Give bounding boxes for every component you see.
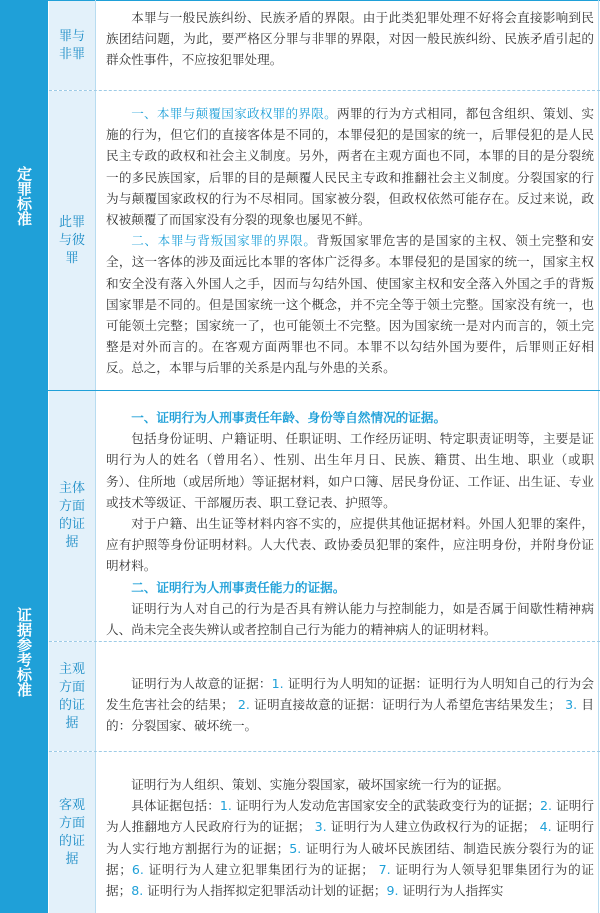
section-body-keguan bbox=[96, 768, 600, 913]
section-label-keguan bbox=[49, 752, 95, 913]
keguan-item-text: 证明行为人建立犯罪集团行为的证据； bbox=[148, 861, 374, 877]
zhuti-paragraph-2: 对于户籍、出生证等材料内容不实的，应提供其他证据材料。外国人犯罪的案件，应有护照等身份证明材料。人大代表、政协委员犯罪的案件，应注明身份，并附身份证明材料。 bbox=[106, 516, 594, 574]
section-label-zuiyufeizui-text: 罪与非罪 bbox=[58, 28, 85, 62]
cizuiyubizui-heading-2: 二、本罪与背叛国家罪的界限。 bbox=[131, 233, 317, 249]
cizuiyubizui-heading-1: 一、本罪与颠覆国家政权罪的界限。 bbox=[131, 106, 338, 121]
zhuti-paragraph-3: 证明行为人对自己的行为是否具有辨认能力与控制能力，如是否属于间歇性精神病人、尚未完全丧失辨认或者控制自己行为能力的精神病人的证明材料。 bbox=[106, 600, 594, 638]
category-zhengju bbox=[0, 391, 48, 913]
keguan-item-number: 3. bbox=[314, 819, 327, 835]
keguan-item-text: 证明行为人领导犯罪集团行为的证据； bbox=[106, 861, 594, 899]
keguan-item-number: 9. bbox=[386, 883, 399, 899]
section-body-zhuguan bbox=[96, 667, 600, 749]
keguan-item-text: 证明行为人发动危害国家安全的武装政变行为的证据； bbox=[235, 798, 540, 814]
keguan-lead: 具体证据包括： bbox=[131, 798, 220, 814]
zhuguan-item-text: 目的：分裂国家、破坏统一。 bbox=[106, 697, 594, 734]
section-label-zhuguan-text: 主观方面的证据 bbox=[58, 661, 85, 731]
cizuiyubizui-text-2: 背叛国家罪危害的是国家的主权、领土完整和安全，这一客体的涉及面远比本罪的客体广泛得多。本罪侵犯的是国家的统一，国家主权和安全没有落入外国人之手，因而与勾结外国、使国家主权和安全落入外国之手的背叛国家罪是不同的。但是国家统一这个概念，并不完全等于领土完整。国家没有统一，也可能领土完整；国家统一了，也可能领土不完整。因为国家统一是对内而言的，领土完整是对外而言的。在客观方面两罪也不同。本罪不以勾结外国为要件，后罪则正好相反。总之，本罪与后罪的关系是内乱与外患的关系。 bbox=[106, 233, 595, 376]
category-dingzui-label: 定罪标准 bbox=[15, 165, 33, 226]
keguan-paragraph-1: 证明行为人组织、策划、实施分裂国家，破坏国家统一行为的证据。 bbox=[131, 777, 509, 792]
zhuguan-paragraph bbox=[106, 673, 594, 737]
row-divider bbox=[49, 751, 600, 752]
row-divider bbox=[49, 90, 600, 91]
keguan-item-text: 证明行为人推翻地方人民政府行为的证据； bbox=[106, 798, 594, 835]
keguan-item-text: 证明行为人建立伪政权行为的证据； bbox=[330, 819, 536, 835]
section-label-zhuguan bbox=[49, 642, 95, 751]
zhuguan-item-text: 证明直接故意的证据：证明行为人希望危害结果发生； bbox=[254, 697, 561, 713]
keguan-item-text: 证明行为人破坏民族团结、制造民族分裂行为的证据； bbox=[106, 840, 595, 877]
zhuti-heading-1: 一、证明行为人刑事责任年龄、身份等自然情况的证据。 bbox=[131, 410, 447, 425]
cizuiyubizui-paragraph-1 bbox=[106, 103, 594, 230]
keguan-item-number: 1. bbox=[219, 798, 232, 814]
section-label-zuiyufeizui bbox=[49, 1, 95, 90]
zhuguan-item-text: 证明行为人明知的证据：证明行为人明知自己的行为会发生危害社会的结果； bbox=[106, 676, 595, 713]
keguan-item-text: 证明行为人指挥实 bbox=[402, 883, 504, 899]
keguan-item-number: 8. bbox=[131, 883, 144, 899]
section-body-zuiyufeizui bbox=[96, 1, 600, 90]
keguan-item-text: 证明行为人实行地方割据行为的证据； bbox=[106, 819, 594, 856]
zhuguan-lead: 证明行为人故意的证据： bbox=[131, 676, 272, 691]
zhuti-paragraph-1: 包括身份证明、户籍证明、任职证明、工作经历证明、特定职责证明等，主要是证明行为人的姓名（曾用名）、性别、出生年月日、民族、籍贯、出生地、职业（或职务）、住所地（或居所地）等证据材料，如户口簿、居民身份证、工作证、出生证、专业或技术等级证、干部履历表、职工登记表、护照等。 bbox=[106, 431, 594, 510]
category-dingzui bbox=[0, 1, 48, 390]
section-label-cizuiyubizui bbox=[49, 91, 95, 390]
zhuti-heading-2: 二、证明行为人刑事责任能力的证据。 bbox=[131, 579, 346, 595]
section-label-zhuti bbox=[49, 391, 95, 641]
keguan-item-number: 5. bbox=[289, 840, 302, 856]
keguan-item-text: 证明行为人指挥拟定犯罪活动计划的证据； bbox=[147, 883, 387, 899]
keguan-item-number: 6. bbox=[131, 861, 144, 877]
cizuiyubizui-paragraph-2 bbox=[106, 230, 594, 378]
zuiyufeizui-paragraph: 本罪与一般民族纠纷、民族矛盾的界限。由于此类犯罪处理不好将会直接影响到民族团结问题，为此，要严格区分罪与非罪的界限，对因一般民族纠纷、民族矛盾引起的群众性事件，不应按犯罪处理。 bbox=[106, 10, 594, 68]
section-label-zhuti-text: 主体方面的证据 bbox=[58, 481, 85, 550]
zhuguan-item-number: 3. bbox=[565, 697, 578, 713]
category-zhengju-label: 证据参考标准 bbox=[15, 607, 33, 697]
keguan-item-number: 7. bbox=[378, 861, 391, 877]
zhuguan-item-number: 2. bbox=[237, 697, 250, 713]
keguan-item-number: 4. bbox=[539, 819, 552, 835]
cizuiyubizui-text-1: 两罪的行为方式相同，都包含组织、策划、实施的行为，但它们的直接客体是不同的，本罪侵犯的是国家的统一，后罪侵犯的是人民民主专政的政权和社会主义制度。另外，两者在主观方面也不同，本罪的目的是分裂统一的多民族国家，后罪的目的是颠覆人民民主专政和推翻社会主义制度。分裂国家的行为与颠覆国家政权的行为不尽相同。国家被分裂，但政权依然可能存在。反过来说，政权被颠覆了而国家没有分裂的现象也屡见不鲜。 bbox=[106, 106, 595, 228]
section-body-zhuti bbox=[96, 401, 600, 639]
keguan-paragraph-2 bbox=[106, 795, 594, 901]
keguan-item-number: 2. bbox=[539, 798, 552, 814]
zhuguan-item-number: 1. bbox=[271, 676, 284, 691]
section-label-keguan-text: 客观方面的证据 bbox=[58, 797, 85, 867]
section-label-cizuiyubizui-text: 此罪与彼罪 bbox=[58, 214, 85, 266]
row-divider bbox=[49, 641, 600, 642]
section-body-cizuiyubizui bbox=[96, 97, 600, 387]
